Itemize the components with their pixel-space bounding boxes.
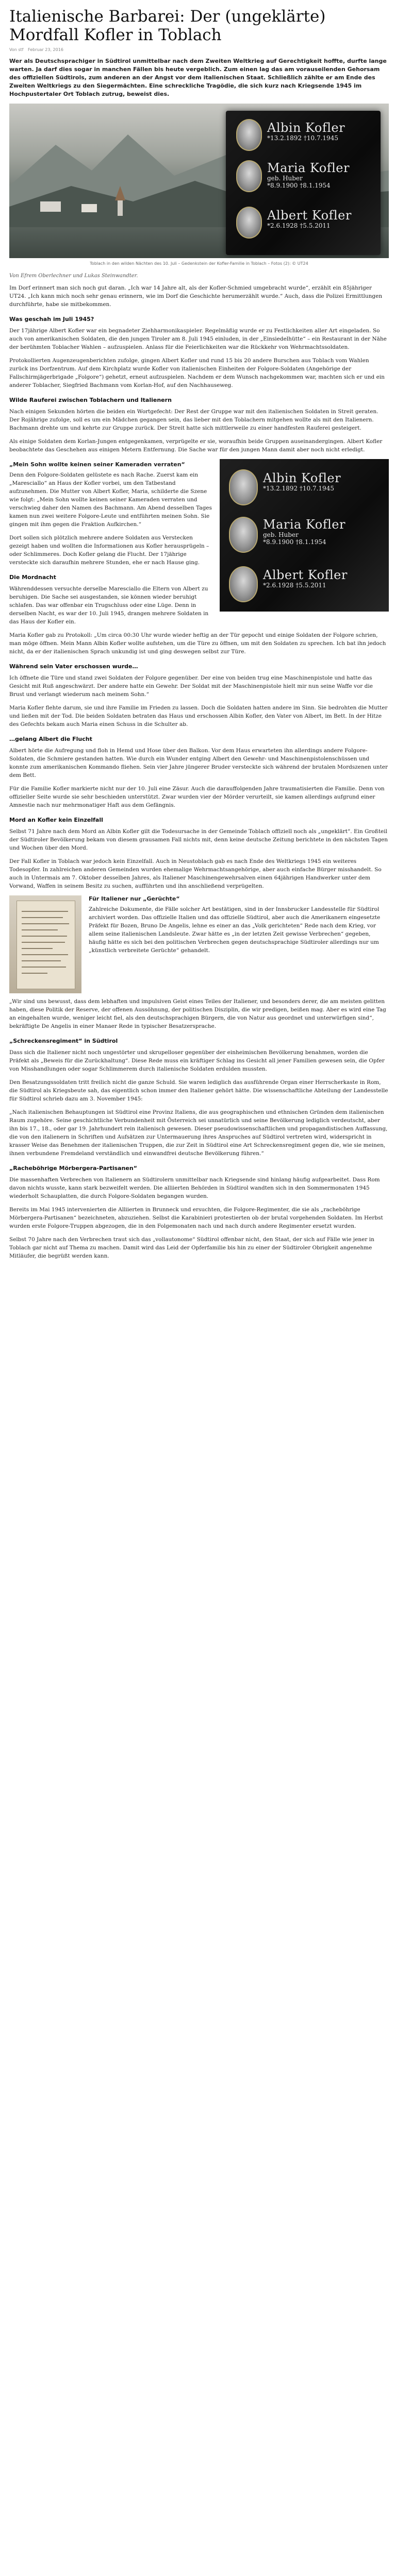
plaque-albert bbox=[267, 209, 352, 229]
plaque-albin bbox=[263, 471, 341, 492]
section-heading: „Schreckensregiment“ in Südtirol bbox=[9, 1038, 118, 1044]
paragraph: Zahlreiche Dokumente, die Fälle solcher Art bestätigen, sind in der Innsbrucker Landesstelle für Südtirol archiviert worden. Das offizielle Italien und das offizielle Südtirol, aber auch die Amerikanern eingesetzte Präfekt für Bozen, Bruno De Angelis, lehne es einer an das „Volk gerichteten“ Rede nach dem Krieg, vor allem seine italienischen Landsleute. Zwar hätte es „in der letzten Zeit gewisse Verbrechen“ gegeben, häufig hätte es sich bei den politischen Verbrechen gegen deutschsprachige Südtiroler allerdings nur um „künstlich verbreitete Gerüchte“ gehandelt. bbox=[89, 906, 381, 954]
plaque-dates: *8.9.1900 †8.1.1954 bbox=[263, 538, 326, 546]
section-heading: …gelang Albert die Flucht bbox=[9, 736, 92, 742]
document-sheet bbox=[17, 901, 75, 989]
paragraph: Dort sollen sich plötzlich mehrere andere Soldaten aus Verstecken gezeigt haben und wollten die Informationen aus Kofler herausprügeln – oder Schlimmeres. Doch Kofler gelang die Flucht. Der 17jährige versteckte sich daraufhin mehrere Stunden, ehe er nach Hause ging. bbox=[9, 535, 209, 566]
plaque-name: Maria Kofler bbox=[267, 161, 350, 175]
plaque-albert bbox=[263, 568, 348, 589]
plaque-albin bbox=[267, 121, 345, 142]
authors-line: Von Efrem Oberlechner und Lukas Steinwandter. bbox=[9, 273, 138, 279]
lead-paragraph: Wer als Deutschsprachiger in Südtirol unmittelbar nach dem Zweiten Weltkrieg auf Gerechtigkeit hoffte, durfte lange warten. Ja darf dies sogar in manchen Fällen bis heute vergeblich. Zum einen lag das am vorauseilenden Gehorsam des offiziellen Südtirols, zum anderen an der Angst vor dem italienischen Staat. Schließlich zählte er am Ende des Zweiten Weltkriegs zu den Siegermächten. Eine schreckliche Tragödie, die sich kurz nach Kriegsende 1945 im Hochpustertaler Ort Toblach zutrug, beweist dies. bbox=[9, 58, 387, 97]
portrait-maria bbox=[229, 517, 258, 553]
paragraph: Denn den Folgore-Soldaten gelüstete es nach Rache. Zuerst kam ein „Maresciallo“ an Haus der Kofler vorbei, um den Tatbestand aufzunehmen. Die Mutter von Albert Kofler, Maria, schilderte die Szene wie folgt: „Mein Sohn wollte keinen seiner Kameraden verraten und verschwieg daher den Namen des Bachmann. Am Abend desselben Tages kamen nun zwei weitere Folgore-Leute und entführten meinen Sohn. Sie gingen mit ihm gegen die Fraktion Aufkirchen.“ bbox=[9, 472, 212, 528]
author[interactable]: Von stf bbox=[9, 47, 24, 52]
plaque-dates: *2.6.1928 †5.5.2011 bbox=[263, 582, 326, 589]
paragraph: Albert hörte die Aufregung und floh in Hemd und Hose über den Balkon. Vor dem Haus erwarteten ihn allerdings andere Folgore-Soldaten, die Schmiere gestanden hatten. Wie durch ein Wunder entging Albert den Gewehr- und Maschinenpistolenschüssen und konnte zum amerikanischen Kommando fliehen. Sein vier Jahre jüngerer Bruder versteckte sich während der brutalen Mordszenen unter dem Bett. bbox=[9, 748, 388, 778]
plaque-dates: *13.2.1892 †10.7.1945 bbox=[263, 485, 334, 492]
quote-text: „Mein Sohn wollte keinen seiner Kameraden verraten“ bbox=[9, 461, 185, 468]
paragraph: Selbst 71 Jahre nach dem Mord an Albin Kofler gilt die Todesursache in der Gemeinde Toblach offiziell noch als „ungeklärt“. Ein Großteil der Südtiroler Bevölkerung bekam von diesem grausamen Fall nichts mit, denn keine deutsche Zeitung berichtete in den nächsten Tagen und Wochen über den Mord. bbox=[9, 828, 388, 851]
article-title: Italienische Barbarei: Der (ungeklärte) Mordfall Kofler in Toblach bbox=[9, 7, 326, 44]
section-heading: Was geschah im Juli 1945? bbox=[9, 316, 94, 323]
publish-date: Februar 23, 2016 bbox=[28, 47, 63, 52]
section-heading: Für Italiener nur „Gerüchte“ bbox=[89, 895, 180, 902]
paragraph: Im Dorf erinnert man sich noch gut daran. „Ich war 14 Jahre alt, als der Kofler-Schmied umgebracht wurde“, erzählt ein 85jähriger UT24. „Ich kann mich noch sehr genau erinnern, wie im Dorf die Geschichte herumerzählt wurde.“ Auch, dass die Polizei Ermittlungen durchführte, habe sie mitbekommen. bbox=[9, 285, 383, 308]
portrait-albin bbox=[229, 469, 258, 505]
plaque-maiden: geb. Huber bbox=[267, 175, 303, 182]
paragraph: Der Fall Kofler in Toblach war jedoch kein Einzelfall. Auch in Neustoblach gab es nach Ende des Weltkriegs 1945 ein weiteres Todesopfer. In zahlreichen anderen Gemeinden wurden ehemalige Wehrmachtsangehörige, aber auch einfache Bürger misshandelt. So auch in Untermais am 7. Oktober desselben Jahres, als Italiener Maschinengewehrsalven einen 64jährigen Handwerker unter dem Vorwand, Waffen in seinem Besitz zu suchen, aufführten und ihn anschließend verprügelten. bbox=[9, 858, 382, 889]
plaque-maiden: geb. Huber bbox=[263, 531, 299, 538]
plaque-dates: *13.2.1892 †10.7.1945 bbox=[267, 134, 338, 142]
paragraph: Für die Familie Kofler markierte nicht nur der 10. Juli eine Zäsur. Auch die darauffolgenden Jahre traumatisierten die Familie. Denn von offizieller Seite wurde sie sehr beschieden unterstützt. Zwar wurden vier der Mörder verurteilt, sie kamen allerdings aufgrund einer Amnestie nach nur mehrmonatiger Haft aus dem Gefängnis. bbox=[9, 786, 385, 808]
memorial-photo bbox=[220, 459, 389, 612]
article-meta bbox=[9, 47, 389, 52]
plaque-name: Albin Kofler bbox=[267, 121, 345, 135]
section-heading: Die Mordnacht bbox=[9, 574, 56, 581]
portrait-albin bbox=[236, 119, 262, 151]
paragraph: Protokollierten Augenzeugenberichten zufolge, gingen Albert Kofler und rund 15 bis 20 andere Burschen aus Toblach vom Wahlen zurück ins Dorfzentrum. Auf dem Kirchplatz wurde Kofler von italienischen Einheiten der Folgore-Soldaten (Angehörige der Fallschirmjägerbrigade „Folgore“) gehetzt, erneut aufzuspielen. Nachdem er dem Wunsch nachgekommen war, machten sich er und ein anderer Toblacher, Siegfried Bachmann vom Korlan-Hof, auf den Nachhauseweg. bbox=[9, 358, 385, 388]
paragraph: Selbst 70 Jahre nach den Verbrechen traut sich das „vollautonome“ Südtirol offenbar nicht, den Staat, der sich auf Fälle wie jener in Toblach gar nicht auf Thema zu machen. Damit wird das Leid der Opferfamilie bis hin zu einer der Südtiroler Obrigkeit angenehme Mitläufer, die begrüßt werden kann. bbox=[9, 1236, 374, 1259]
paragraph: Dass sich die Italiener nicht noch ungestörter und skrupelloser gegenüber der einheimischen Bevölkerung benahmen, worden die Präfekt als „Beweis für die Zurückhaltung“. Diese Rede muss ein kräftiger Schlag ins Gesicht all jener Familien gewesen sein, die Opfer von Misshandlungen oder sogar Schlimmerem durch italienische Soldaten erdulden mussten. bbox=[9, 1049, 385, 1072]
section-heading: Mord an Kofler kein Einzelfall bbox=[9, 817, 103, 823]
portrait-maria bbox=[236, 160, 262, 192]
hero-caption: Toblach in den wilden Nächten des 10. Juli – Gedenkstein der Kofler-Familie in Toblach – Fotos (2): © UT24 bbox=[90, 261, 308, 266]
paragraph: Bereits im Mai 1945 intervenierten die Alliierten in Brunneck und ersuchten, die Folgore-Regimenter, die sie als „racheböhrige Mörbergera-Partisanen“ bezeichneten, abzuziehen. Selbst die Karabinieri protestierten ob der brutal vorgehenden Soldaten. Im Herbst wurden erste Folgore-Truppen abgezogen, die in den Folgemonaten nach und nach durch andere Regimenter ersetzt wurden. bbox=[9, 1207, 383, 1229]
hero-image bbox=[9, 104, 389, 258]
paragraph: Nach einigen Sekunden hörten die beiden ein Wortgefecht: Der Rest der Gruppe war mit den italienischen Soldaten in Streit geraten. Der Rojährige zufolge, soll es um ein Mädchen gegangen sein, das lieber mit den Toblachern mitgehen wollte als mit den Italienern. Bachmann drehte um und kehrte zur Gruppe zurück. Der Streit hatte sich mittlerweile zu einer handfesten Rauferei gesteigert. bbox=[9, 409, 378, 431]
archive-document-photo bbox=[9, 895, 81, 993]
paragraph: „Nach italienischen Behauptungen ist Südtirol eine Provinz Italiens, die aus geographischen und ethnischen Gründen dem italienischen Raum zugehöre. Seine geschichtliche Verbundenheit mit Österreich sei unnatürlich und seine Bevölkerung lediglich verdeutscht, aber ihn bis 17., 18., oder gar 19. Jahrhundert rein italienisch gewesen. Dieser pseudowissenschaftlichen und propagandistischen Auffassung, die von den italienern in Schriften und Aufsätzen zur Untermauerung ihres Anspruches auf Südtirol vertreten wird, widerspricht in krasser Weise das Benehmen der italienischen Truppen, die zur Zeit in Südtirol eine Art Schreckensregiment gegen die, wie sie meinen, ihnen verbundene Fremdeland verständlich und einwandfrei deutsche Bevölkerung führen.“ bbox=[9, 1109, 388, 1157]
plaque-name: Albert Kofler bbox=[267, 208, 352, 223]
plaque-dates: *8.9.1900 †8.1.1954 bbox=[267, 182, 331, 189]
article bbox=[0, 0, 395, 1286]
plaque-maria bbox=[267, 161, 350, 189]
plaque-dates: *2.6.1928 †5.5.2011 bbox=[267, 222, 331, 229]
paragraph: Den Besatzungssoldaten tritt freilich nicht die ganze Schuld. Sie waren lediglich das ausführende Organ einer Herrscherkaste in Rom, die Südtirol als Kriegsbeute sah, das eigentlich schon immer den Italiener gehört hätte. Die wissenschaftliche Abteilung der Landesstelle für Südtirol schrieb dazu am 3. November 1945: bbox=[9, 1079, 388, 1102]
plaque-name: Albin Kofler bbox=[263, 471, 341, 485]
paragraph: Als einige Soldaten dem Korlan-Jungen entgegenkamen, verprügelte er sie, woraufhin beide Gruppen auseinandergingen. Albert Kofler beobachtete das Geschehen aus einigen Metern Entfernung. Die Sache war für den jungen Mann damit aber noch nicht erledigt. bbox=[9, 438, 383, 453]
plaque-name: Maria Kofler bbox=[263, 517, 345, 532]
plaque-maria bbox=[263, 518, 345, 546]
section-heading: „Racheböhrige Mörbergera-Partisanen“ bbox=[9, 1165, 137, 1172]
portrait-albert bbox=[236, 207, 262, 239]
paragraph: Der 17jährige Albert Kofler war ein begnadeter Ziehharmonikaspieler. Regelmäßig wurde er zu Festlichkeiten aller Art eingeladen. So auch von amerikanischen Soldaten, die den jungen Tiroler am 8. Juli 1945 einluden, in der „Einsiedelhütte“ – ein Restaurant in der Nähe der berühmten Toblacher Wahlen – aufzuspielen. Anlass für die Feierlichkeiten war die Rückkehr von Wehrmachtssoldaten. bbox=[9, 328, 387, 350]
paragraph: Maria Kofler flehte darum, sie und ihre Familie im Frieden zu lassen. Doch die Soldaten hatten andere im Sinn. Sie bedrohten die Mutter und ließen mit der Tod. Die beiden Soldaten betraten das Haus und erschossen Albin Kofler, den Vater von Albert, im Bett. In der Hitze des Gefechts bekam auch Maria einen Schuss in die Schulter ab. bbox=[9, 705, 388, 727]
section-heading: Während sein Vater erschossen wurde… bbox=[9, 663, 138, 670]
paragraph: Maria Kofler gab zu Protokoll: „Um circa 00:30 Uhr wurde wieder heftig an der Tür gepocht und einige Soldaten der Folgore schrien, man möge öffnen. Mein Mann Albin Kofler wollte aufstehen, um die Türe zu öffnen, um mit den Soldaten zu sprechen. Ich bat ihn jedoch nicht, da er der italienischen Sprach unkundig ist und ging deswegen selbst zur Türe. bbox=[9, 632, 386, 655]
paragraph: Ich öffnete die Türe und stand zwei Soldaten der Folgore gegenüber. Der eine von beiden trug eine Maschinenpistole und hatte das Gesicht mit Ruß angeschwärzt. Der andere hatte ein Gewehr. Der Soldat mit der Maschinenpistole hielt mir nun seine Waffe vor die Brust und verlangt wiederum nach meinem Sohn.“ bbox=[9, 675, 373, 698]
plaque-name: Albert Kofler bbox=[263, 568, 348, 582]
paragraph: „Wir sind uns bewusst, dass dem lebhaften und impulsiven Geist eines Teiles der Italiener, und besonders derer, die am meisten gelitten haben, diese Politik der Reserve, der offenen Aussöhnung, der politischen Disziplin, die wir predigen, beißen mag. Aber es wird eine Tag an eingehalten wurde, weniger leicht fiel, als den deutschsprachigen Bürgern, die von Natur aus geordnet und unterwürfigen sind“, bekräftigte De Angelis in einer Manaer Rede in typischer Besatzersprache. bbox=[9, 998, 386, 1029]
portrait-albert bbox=[229, 566, 258, 602]
section-heading: Wilde Rauferei zwischen Toblachern und Italienern bbox=[9, 397, 172, 403]
paragraph: Währenddessen versuchte derselbe Maresciallo die Eltern von Albert zu beruhigen. Die Sache sei ausgestanden, sie können wieder beruhigt schlafen. Das war offenbar ein Trugschluss oder eine Lüge. Denn in derselben Nacht, es war der 10. Juli 1945, drangen mehrere Soldaten in das Haus der Kofler ein. bbox=[9, 586, 209, 625]
paragraph: Die massenhaften Verbrechen von Italienern an Südtirolern unmittelbar nach Kriegsende sind hinlang häufig aufgearbeitet. Dass Rom davon nichts wusste, kann stark bezweifelt werden. Die alliierten Behörden in Südtirol wandten sich in den Sommermonaten 1945 wiederholt Schauplatten, die durch Folgore-Soldaten begangen wurden. bbox=[9, 1177, 380, 1199]
